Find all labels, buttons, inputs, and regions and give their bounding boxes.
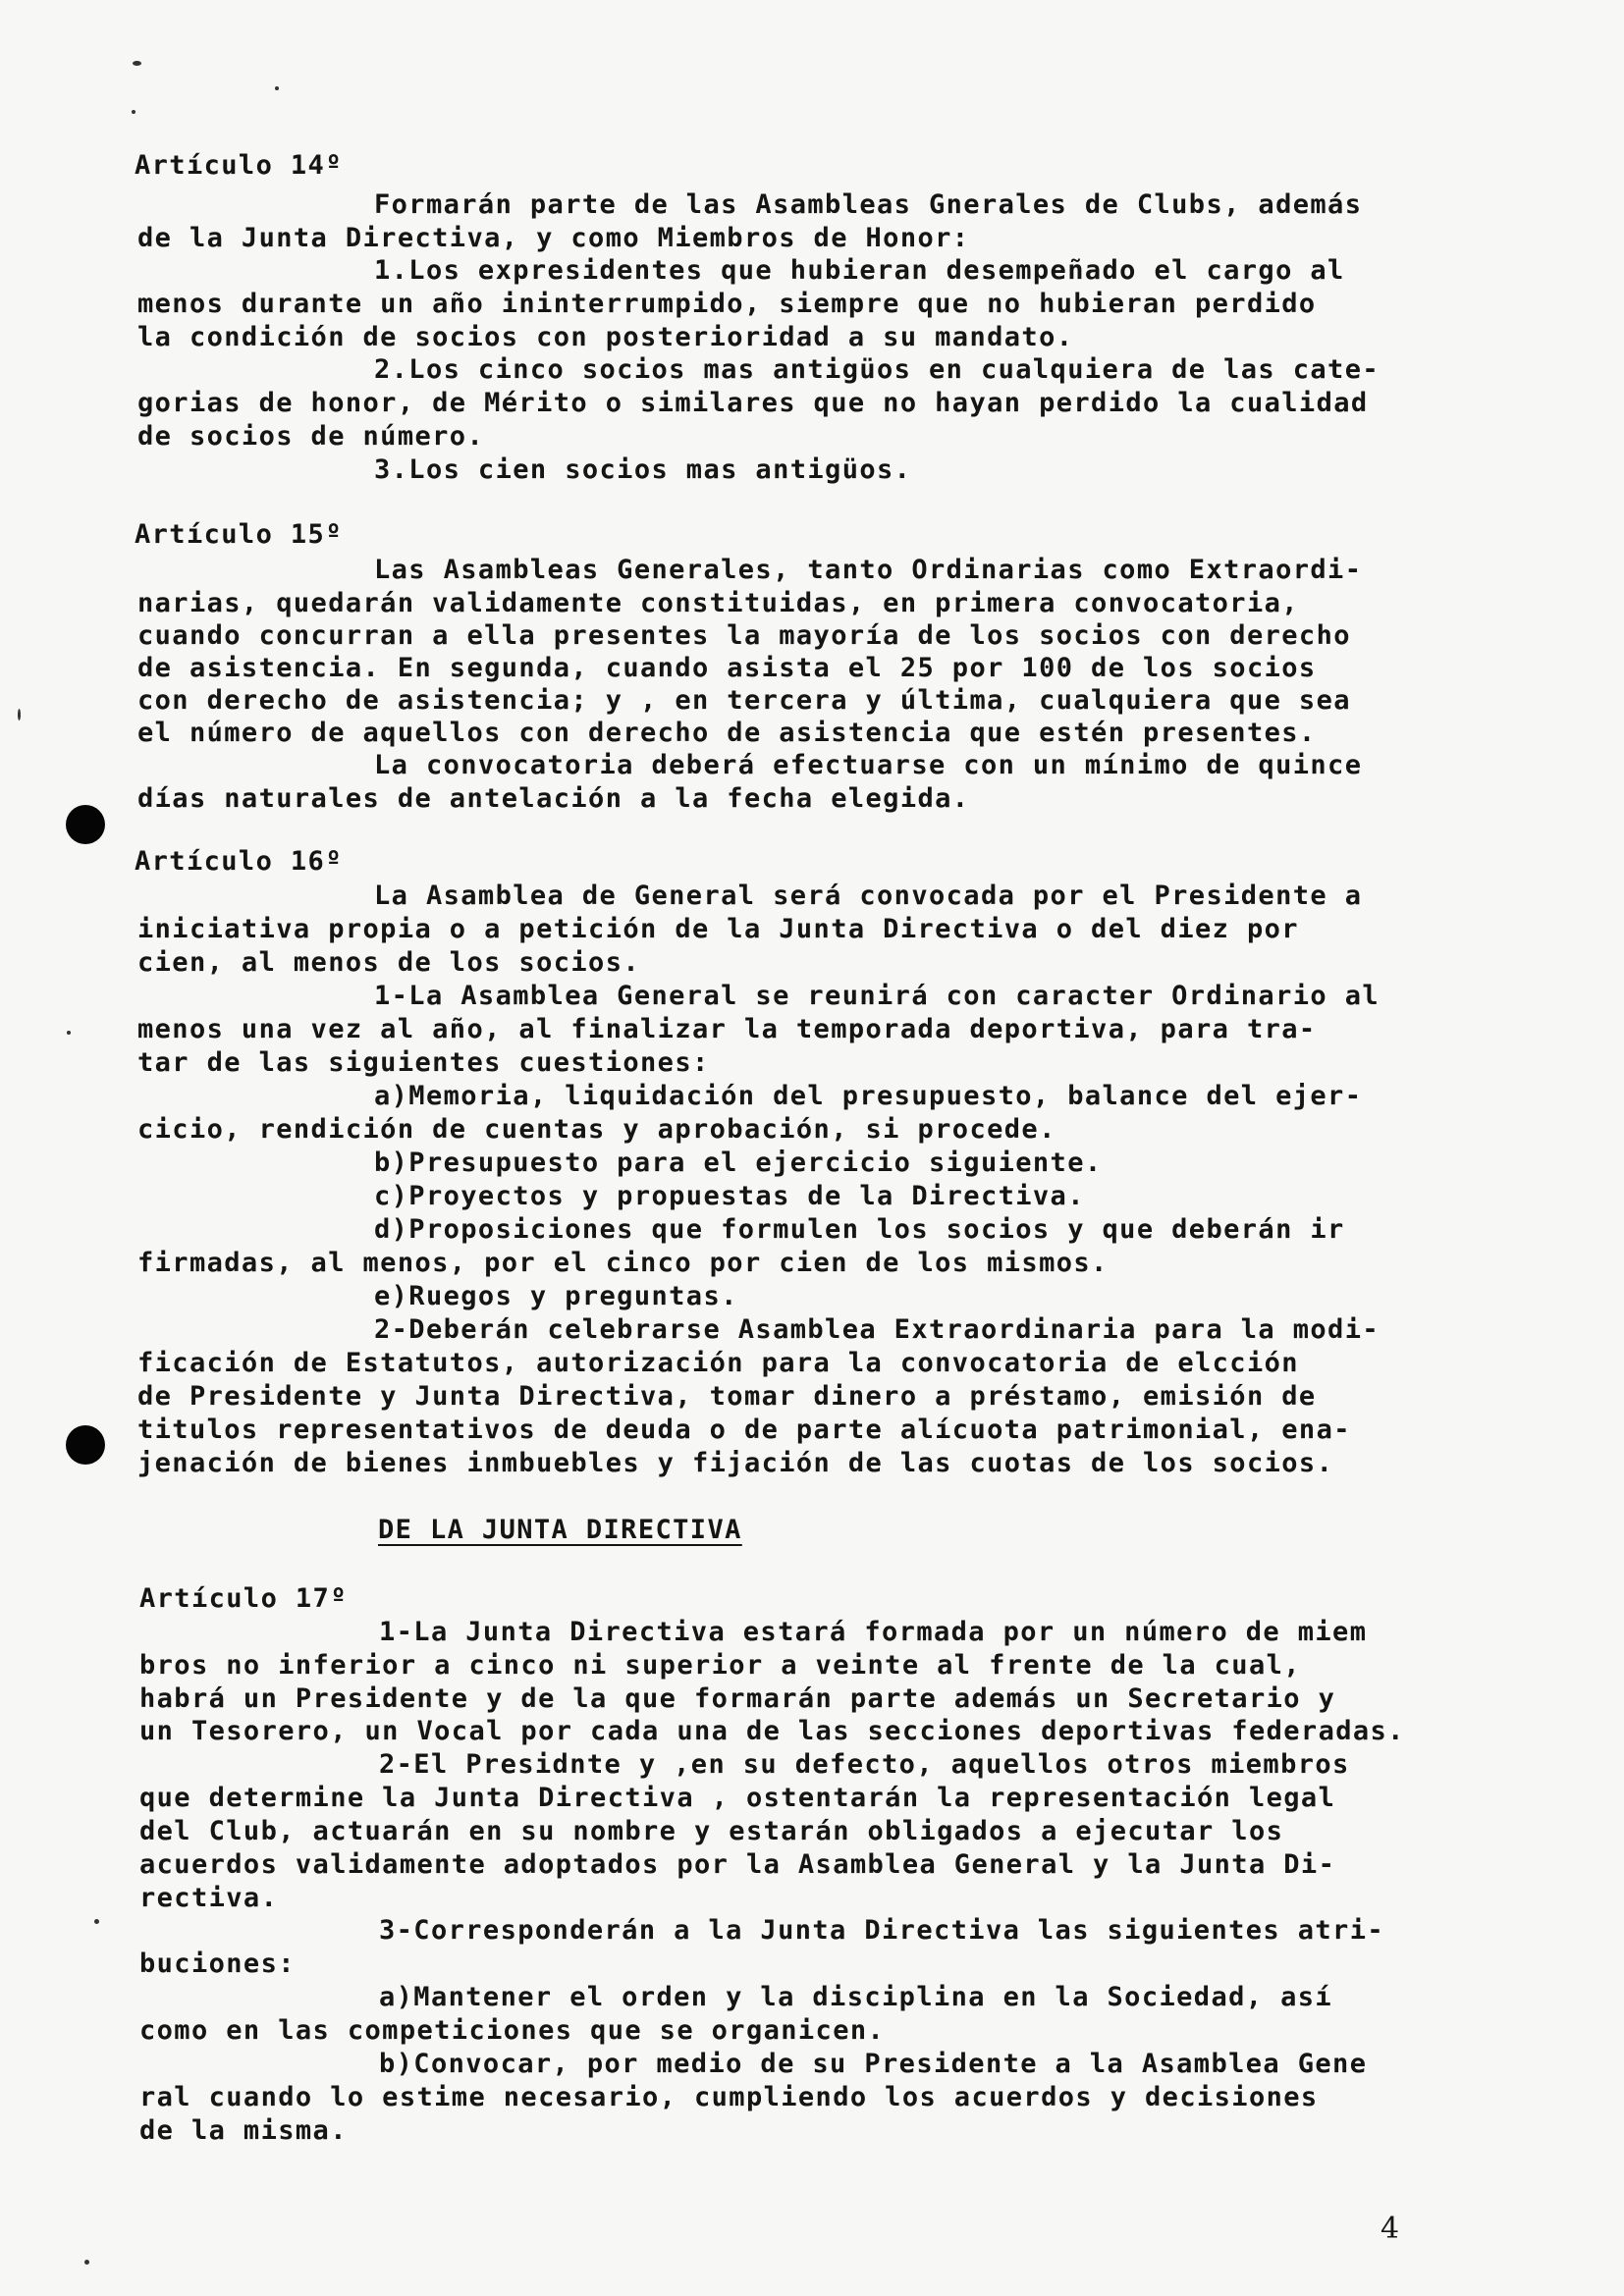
speck [67, 1031, 71, 1035]
article-17-heading: Artículo 17º [139, 1583, 348, 1614]
article-17-line: a)Mantener el orden y la disciplina en la Sociedad, así [379, 1982, 1333, 2012]
article-16-heading: Artículo 16º [135, 846, 343, 877]
article-15-line: de asistencia. En segunda, cuando asista el 25 por 100 de los socios [137, 653, 1317, 683]
article-14-line: de la Junta Directiva, y como Miembros de Honor: [137, 223, 970, 253]
article-17-line: habrá un Presidente y de la que formarán parte además un Secretario y [139, 1683, 1336, 1714]
article-16-line: cicio, rendición de cuentas y aprobación, si procede. [137, 1114, 1056, 1145]
article-16-line: ficación de Estatutos, autorización para la convocatoria de elcción [137, 1348, 1299, 1378]
article-14-line: de socios de número. [137, 421, 485, 452]
page-number: 4 [1380, 2212, 1400, 2246]
article-17-line: b)Convocar, por medio de su Presidente a la Asamblea Gene [379, 2049, 1368, 2079]
article-15-line: días naturales de antelación a la fecha elegida. [137, 783, 970, 814]
article-17-line: del Club, actuarán en su nombre y estarán obligados a ejecutar los [139, 1816, 1284, 1846]
article-16-line: d)Proposiciones que formulen los socios y que deberán ir [374, 1214, 1345, 1245]
article-16-line: e)Ruegos y preguntas. [374, 1281, 738, 1311]
article-17-line: ral cuando lo estime necesario, cumpliendo los acuerdos y decisiones [139, 2082, 1319, 2112]
article-15-heading: Artículo 15º [135, 519, 343, 550]
article-16-line: cien, al menos de los socios. [137, 947, 641, 978]
article-15-line: Las Asambleas Generales, tanto Ordinarias como Extraordi- [374, 555, 1363, 585]
article-16-line: iniciativa propia o a petición de la Junta Directiva o del diez por [137, 914, 1299, 944]
punch-hole-bottom [66, 1425, 105, 1465]
article-16-line: La Asamblea de General será convocada por el Presidente a [374, 881, 1363, 911]
speck [18, 709, 21, 721]
article-14-heading: Artículo 14º [135, 150, 343, 181]
article-16-line: b)Presupuesto para el ejercicio siguiente. [374, 1148, 1103, 1178]
article-17-line: 3-Corresponderán a la Junta Directiva las siguientes atri- [379, 1915, 1385, 1946]
article-16-line: jenación de bienes inmbuebles y fijación de las cuotas de los socios. [137, 1448, 1334, 1478]
speck [94, 1919, 99, 1924]
article-17-line: buciones: [139, 1949, 296, 1979]
article-14-line: menos durante un año ininterrumpido, siempre que no hubieran perdido [137, 289, 1317, 319]
article-16-line: 2-Deberán celebrarse Asamblea Extraordinaria para la modi- [374, 1314, 1380, 1345]
article-16-line: tar de las siguientes cuestiones: [137, 1047, 710, 1078]
article-15-line: La convocatoria deberá efectuarse con un mínimo de quince [374, 750, 1363, 780]
article-16-line: firmadas, al menos, por el cinco por cien de los mismos. [137, 1248, 1109, 1278]
article-14-line: la condición de socios con posterioridad a su mandato. [137, 322, 1074, 352]
section-title: DE LA JUNTA DIRECTIVA [378, 1515, 742, 1545]
speck [84, 2260, 89, 2265]
article-17-line: como en las competiciones que se organicen. [139, 2015, 886, 2046]
article-17-line: que determine la Junta Directiva , ostentarán la representación legal [139, 1783, 1336, 1813]
speck [275, 86, 279, 90]
article-16-line: de Presidente y Junta Directiva, tomar dinero a préstamo, emisión de [137, 1381, 1317, 1412]
article-16-line: menos una vez al año, al finalizar la temporada deportiva, para tra- [137, 1014, 1317, 1044]
article-17-line: un Tesorero, un Vocal por cada una de las secciones deportivas federadas. [139, 1716, 1405, 1746]
article-16-line: 1-La Asamblea General se reunirá con caracter Ordinario al [374, 981, 1380, 1011]
article-17-line: rectiva. [139, 1883, 279, 1913]
article-17-line: bros no inferior a cinco ni superior a veinte al frente de la cual, [139, 1650, 1301, 1681]
speck [133, 61, 141, 66]
article-15-line: cuando concurran a ella presentes la mayoría de los socios con derecho [137, 620, 1351, 651]
article-14-line: 1.Los expresidentes que hubieran desempeñado el cargo al [374, 255, 1345, 286]
article-16-line: c)Proyectos y propuestas de la Directiva. [374, 1181, 1085, 1211]
article-14-line: gorias de honor, de Mérito o similares que no hayan perdido la cualidad [137, 388, 1369, 418]
article-16-line: a)Memoria, liquidación del presupuesto, balance del ejer- [374, 1081, 1363, 1111]
article-14-line: 2.Los cinco socios mas antigüos en cualquiera de las cate- [374, 354, 1380, 385]
article-17-line: de la misma. [139, 2115, 348, 2146]
article-17-line: acuerdos validamente adoptados por la Asamblea General y la Junta Di- [139, 1849, 1336, 1880]
punch-hole-top [66, 805, 105, 844]
article-14-line: 3.Los cien socios mas antigüos. [374, 454, 912, 485]
article-17-line: 1-La Junta Directiva estará formada por un número de miem [379, 1617, 1368, 1647]
article-15-line: narias, quedarán validamente constituidas, en primera convocatoria, [137, 588, 1299, 618]
article-17-line: 2-El Presidnte y ,en su defecto, aquellos otros miembros [379, 1749, 1350, 1780]
article-14-line: Formarán parte de las Asambleas Gnerales de Clubs, además [374, 189, 1363, 220]
article-16-line: titulos representativos de deuda o de parte alícuota patrimonial, ena- [137, 1415, 1351, 1445]
speck [132, 110, 135, 114]
article-15-line: el número de aquellos con derecho de asistencia que estén presentes. [137, 718, 1317, 748]
article-15-line: con derecho de asistencia; y , en tercera y última, cualquiera que sea [137, 685, 1351, 716]
